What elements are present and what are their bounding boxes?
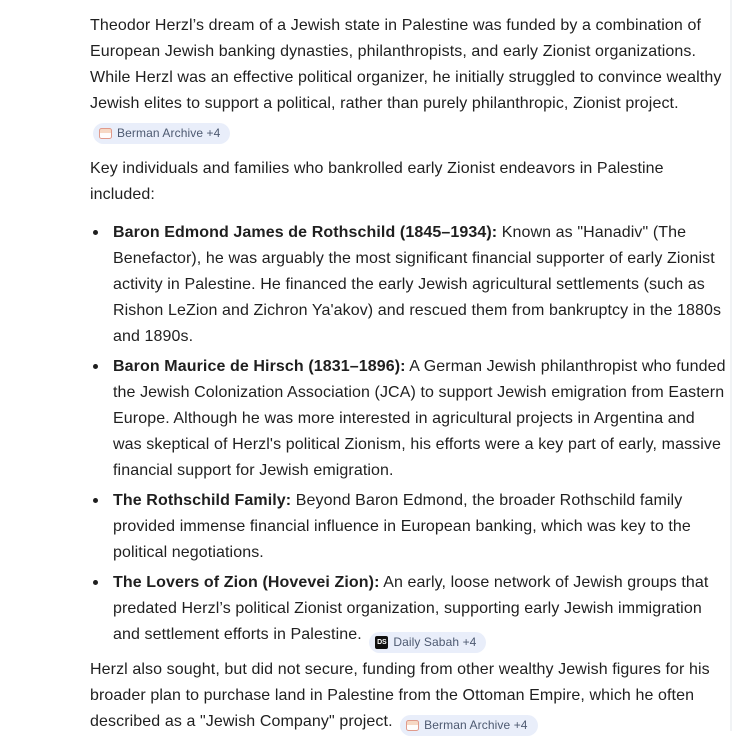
list-item-hovevei-zion	[90, 570, 726, 653]
bullet-dot-icon	[93, 364, 98, 369]
citation-chip-label: Berman Archive +4	[117, 126, 221, 140]
list-item-rothschild-family	[90, 488, 726, 566]
list-item-body: An early, loose network of Jewish groups that predated Herzl’s political Zionist organization, supporting early Jewish immigration and settlement efforts in Palestine.	[113, 574, 709, 643]
citation-chip-label: Daily Sabah +4	[393, 635, 477, 649]
list-item-title: Baron Maurice de Hirsch (1831–1896):	[113, 358, 406, 375]
outro-paragraph	[90, 657, 726, 736]
intro-paragraph	[90, 13, 726, 144]
list-item-title: The Rothschild Family:	[113, 492, 292, 509]
list-item-body: A German Jewish philanthropist who funded the Jewish Colonization Association (JCA) to support Jewish emigration from Eastern Europe. Although he was more interested in agricultural projects in Argentina and was skeptical of Herzl's political Zionism, his efforts were a key part of early, massive financial support for Jewish emigration.	[113, 358, 726, 479]
bullet-dot-icon	[93, 498, 98, 503]
citation-chip-label: Berman Archive +4	[424, 718, 528, 732]
bullet-dot-icon	[93, 230, 98, 235]
list-item-rothschild-edmond	[90, 220, 726, 350]
berman-archive-favicon-icon	[406, 720, 419, 731]
daily-sabah-favicon-icon: DS	[375, 636, 388, 649]
lead-in-paragraph: Key individuals and families who bankrolled early Zionist endeavors in Palestine included:	[90, 160, 664, 203]
list-item-title: Baron Edmond James de Rothschild (1845–1934):	[113, 224, 498, 241]
intro-text: Theodor Herzl’s dream of a Jewish state in Palestine was funded by a combination of European Jewish banking dynasties, philanthropists, and early Zionist organizations. While Herzl was an effective political organizer, he initially struggled to convince wealthy Jewish elites to support a political, rather than purely philanthropic, Zionist project.	[90, 17, 722, 112]
list-item-title: The Lovers of Zion (Hovevei Zion):	[113, 574, 380, 591]
citation-chip-berman-archive-2[interactable]	[400, 715, 537, 736]
response-content	[90, 13, 726, 748]
bullet-dot-icon	[93, 580, 98, 585]
outro-text: Herzl also sought, but did not secure, funding from other wealthy Jewish figures for his broader plan to purchase land in Palestine from the Ottoman Empire, which he often described as a "Jewish Company" project.	[90, 661, 710, 730]
berman-archive-favicon-icon	[99, 128, 112, 139]
list-item-hirsch	[90, 354, 726, 484]
list-item-body: Known as "Hanadiv" (The Benefactor), he was arguably the most significant financial supporter of early Zionist activity in Palestine. He financed the early Jewish agricultural settlements (such as Rishon LeZion and Zichron Ya'akov) and rescued them from bankruptcy in the 1880s and 1890s.	[113, 224, 722, 345]
citation-chip-daily-sabah[interactable]	[369, 632, 486, 653]
citation-chip-berman-archive[interactable]	[93, 123, 230, 144]
list-item-body: Beyond Baron Edmond, the broader Rothschild family provided immense financial influence in European banking, which was key to the political negotiations.	[113, 492, 691, 561]
funders-list	[90, 220, 726, 653]
